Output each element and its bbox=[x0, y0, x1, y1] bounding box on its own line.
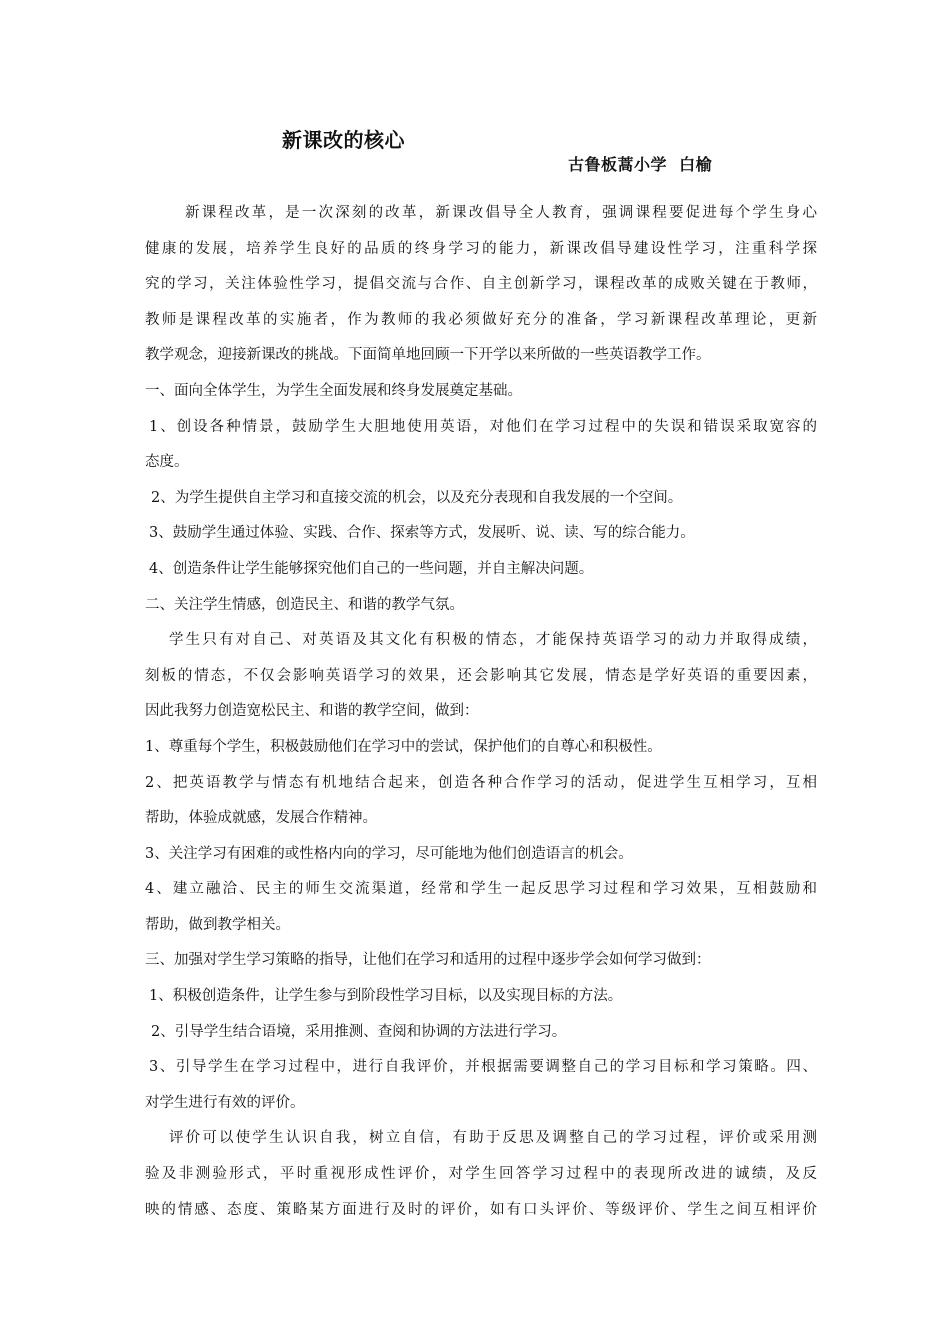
body-line: 因此我努力创造宽松民主、和谐的教学空间，做到： bbox=[145, 703, 479, 720]
body-line: 帮助，做到教学相关。 bbox=[145, 916, 290, 933]
section-heading: 二、关注学生情感，创造民主、和谐的教学气氛。 bbox=[145, 596, 464, 613]
body-line: 1、积极创造条件，让学生参与到阶段性学习目标，以及实现目标的方法。 bbox=[149, 988, 623, 1005]
body-line: 4、建立融洽、民主的师生交流渠道，经常和学生一起反思学习过程和学习效果，互相鼓励和 bbox=[145, 881, 817, 898]
body-line: 3、关注学习有困难的或性格内向的学习，尽可能地为他们创造语言的机会。 bbox=[145, 845, 633, 862]
document-body bbox=[145, 196, 817, 1228]
section-heading: 一、面向全体学生，为学生全面发展和终身发展奠定基础。 bbox=[145, 382, 522, 399]
body-line: 4、创造条件让学生能够探究他们自己的一些问题，并自主解决问题。 bbox=[149, 560, 594, 577]
body-line: 2、把英语教学与情态有机地结合起来，创造各种合作学习的活动，促进学生互相学习，互相 bbox=[145, 774, 817, 791]
body-line: 帮助，体验成就感，发展合作精神。 bbox=[145, 810, 377, 827]
document-title: 新课改的核心 bbox=[282, 128, 405, 152]
body-line: 学生只有对自己、对英语及其文化有积极的情态，才能保持英语学习的动力并取得成绩， bbox=[169, 632, 817, 649]
body-line: 教师是课程改革的实施者，作为教师的我必须做好充分的准备，学习新课程改革理论，更新 bbox=[145, 311, 817, 328]
body-line: 2、引导学生结合语境，采用推测、查阅和协调的方法进行学习。 bbox=[151, 1023, 567, 1040]
body-line: 究的学习，关注体验性学习，提倡交流与合作、自主创新学习，课程改革的成败关键在于教师， bbox=[145, 276, 817, 293]
body-line: 健康的发展，培养学生良好的品质的终身学习的能力，新课改倡导建设性学习，注重科学探 bbox=[145, 240, 817, 257]
body-line: 态度。 bbox=[145, 454, 189, 471]
document-author: 古鲁板蒿小学 白榆 bbox=[568, 155, 713, 174]
section-heading: 对学生进行有效的评价。 bbox=[145, 1094, 305, 1111]
body-line: 教学观念，迎接新课改的挑战。下面简单地回顾一下开学以来所做的一些英语教学工作。 bbox=[145, 347, 711, 364]
body-line: 3、引导学生在学习过程中，进行自我评价，并根据需要调整自己的学习目标和学习策略。四、 bbox=[149, 1059, 817, 1076]
body-line: 3、鼓励学生通过体验、实践、合作、探索等方式，发展听、说、读、写的综合能力。 bbox=[149, 525, 695, 542]
body-line: 评价可以使学生认识自我，树立自信，有助于反思及调整自己的学习过程，评价或采用测 bbox=[169, 1130, 817, 1147]
body-line: 刻板的情态，不仅会影响英语学习的效果，还会影响其它发展，情态是学好英语的重要因素， bbox=[145, 667, 817, 684]
section-heading: 三、加强对学生学习策略的指导，让他们在学习和适用的过程中逐步学会如何学习做到： bbox=[145, 952, 711, 969]
body-line: 新课程改革，是一次深刻的改革，新课改倡导全人教育，强调课程要促进每个学生身心 bbox=[185, 205, 817, 221]
body-line: 1、创设各种情景，鼓励学生大胆地使用英语，对他们在学习过程中的失误和错误采取宽容的 bbox=[149, 418, 817, 435]
body-line: 2、为学生提供自主学习和直接交流的机会，以及充分表现和自我发展的一个空间。 bbox=[151, 489, 683, 506]
body-line: 映的情感、态度、策略某方面进行及时的评价，如有口头评价、等级评价、学生之间互相评价 bbox=[145, 1201, 817, 1218]
body-line: 验及非测验形式，平时重视形成性评价，对学生回答学习过程中的表现所改进的诚绩，及反 bbox=[145, 1166, 817, 1183]
body-line: 1、尊重每个学生，积极鼓励他们在学习中的尝试，保护他们的自尊心和积极性。 bbox=[145, 738, 662, 755]
